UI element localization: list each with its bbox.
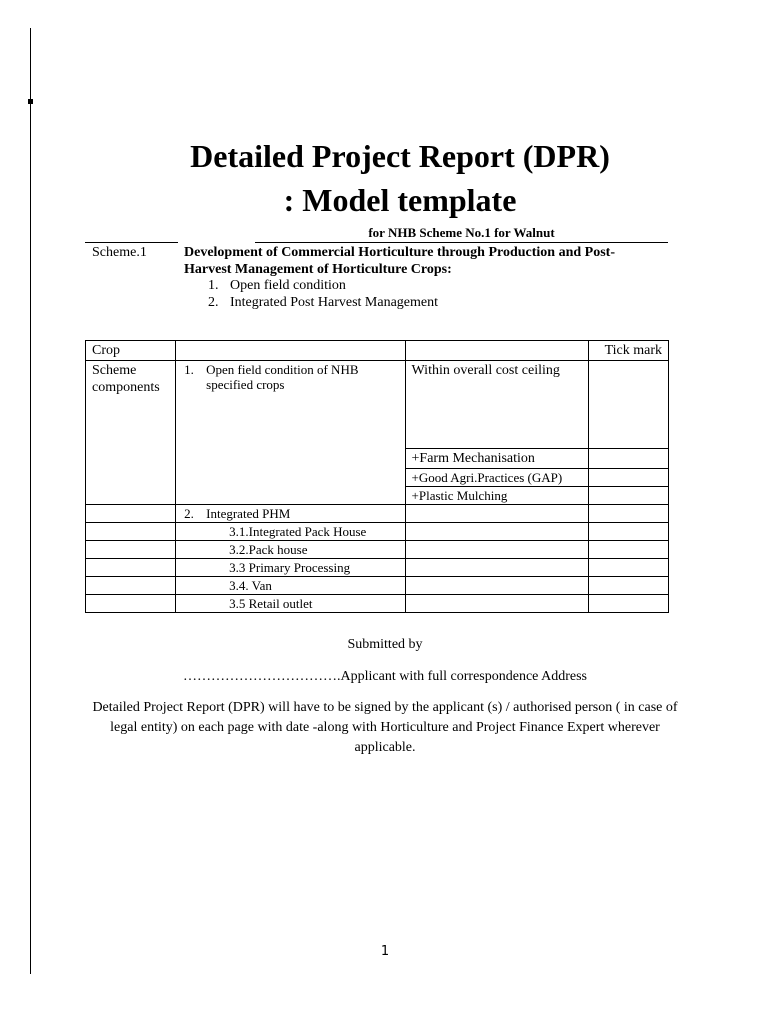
sub-item-retail-outlet: 3.5 Retail outlet: [176, 595, 405, 613]
title-line-2: : Model template: [283, 182, 517, 218]
table-row: [86, 541, 669, 559]
component-1-cell: [176, 361, 405, 505]
tick-cell[interactable]: [588, 577, 668, 595]
scheme-components-label: Scheme components: [86, 361, 176, 505]
submitted-by-label: Submitted by: [347, 637, 423, 652]
component-2: [182, 506, 398, 521]
scheme-components-table: [85, 340, 669, 613]
signing-instructions: Detailed Project Report (DPR) will have to be signed by the applicant (s) / authorised person ( in case of legal entity) on each page with date -along with Horticulture and Project Finance Expert wherever applicable.: [92, 700, 678, 755]
empty-cell: [405, 595, 588, 613]
empty-cell: [405, 541, 588, 559]
empty-cell: [86, 541, 176, 559]
page-number: 1: [380, 944, 390, 959]
tick-cell[interactable]: [588, 361, 668, 449]
margin-marker: [28, 99, 33, 104]
title-line-1: Detailed Project Report (DPR): [190, 138, 610, 174]
extra-plastic-mulching: +Plastic Mulching: [405, 487, 588, 505]
component-1-number: 1.: [184, 362, 194, 377]
table-row: [86, 341, 669, 361]
scheme-item-list: [208, 277, 438, 311]
table-row: [86, 361, 669, 449]
extra-gap: +Good Agri.Practices (GAP): [405, 469, 588, 487]
scheme-item: [208, 294, 438, 311]
empty-cell: [405, 577, 588, 595]
tick-cell[interactable]: [588, 469, 668, 487]
component-1: [182, 362, 398, 392]
tick-mark-header: Tick mark: [588, 341, 668, 361]
tick-cell[interactable]: [588, 541, 668, 559]
empty-cell: [86, 505, 176, 523]
sub-item-integrated-pack-house: 3.1.Integrated Pack House: [176, 523, 405, 541]
empty-cell: [405, 505, 588, 523]
table-row: [86, 577, 669, 595]
component-1-text: Open field condition of NHB specified crops: [206, 362, 359, 392]
table-row: [86, 505, 669, 523]
tick-cell[interactable]: [588, 505, 668, 523]
table-row: [86, 595, 669, 613]
tick-cell[interactable]: [588, 523, 668, 541]
empty-cell: [405, 341, 588, 361]
sub-item-pack-house: 3.2.Pack house: [176, 541, 405, 559]
tick-cell[interactable]: [588, 449, 668, 469]
applicant-address-line: …………………………….Applicant with full correspondence Address: [183, 669, 587, 684]
document-title: [140, 134, 660, 222]
scheme-item-number: 1.: [208, 278, 219, 293]
sub-item-primary-processing: 3.3 Primary Processing: [176, 559, 405, 577]
scheme-item: [208, 277, 438, 294]
scheme-description: Development of Commercial Horticulture through Production and Post-Harvest Management of Horticulture Crops:: [184, 245, 615, 277]
component-2-text: Integrated PHM: [206, 506, 291, 521]
tick-cell[interactable]: [588, 559, 668, 577]
cost-ceiling-cell: Within overall cost ceiling: [405, 361, 588, 449]
empty-cell: [86, 559, 176, 577]
scheme-item-text: Open field condition: [230, 278, 346, 293]
crop-label-cell: Crop: [86, 341, 176, 361]
component-2-cell: [176, 505, 405, 523]
document-subtitle: for NHB Scheme No.1 for Walnut: [255, 224, 668, 243]
tick-cell[interactable]: [588, 595, 668, 613]
extra-farm-mechanisation: +Farm Mechanisation: [405, 449, 588, 469]
scheme-item-text: Integrated Post Harvest Management: [230, 295, 438, 310]
empty-cell: [405, 559, 588, 577]
scheme-label: Scheme.1: [92, 245, 147, 260]
empty-cell: [86, 523, 176, 541]
table-row: [86, 559, 669, 577]
empty-cell: [86, 577, 176, 595]
crop-value-cell: [176, 341, 405, 361]
sub-item-van: 3.4. Van: [176, 577, 405, 595]
table-row: [86, 523, 669, 541]
empty-cell: [86, 595, 176, 613]
scheme-label-rule: [85, 242, 178, 243]
component-2-number: 2.: [184, 506, 194, 521]
scheme-item-number: 2.: [208, 295, 219, 310]
page-margin-line: [30, 28, 31, 974]
empty-cell: [405, 523, 588, 541]
tick-cell[interactable]: [588, 487, 668, 505]
